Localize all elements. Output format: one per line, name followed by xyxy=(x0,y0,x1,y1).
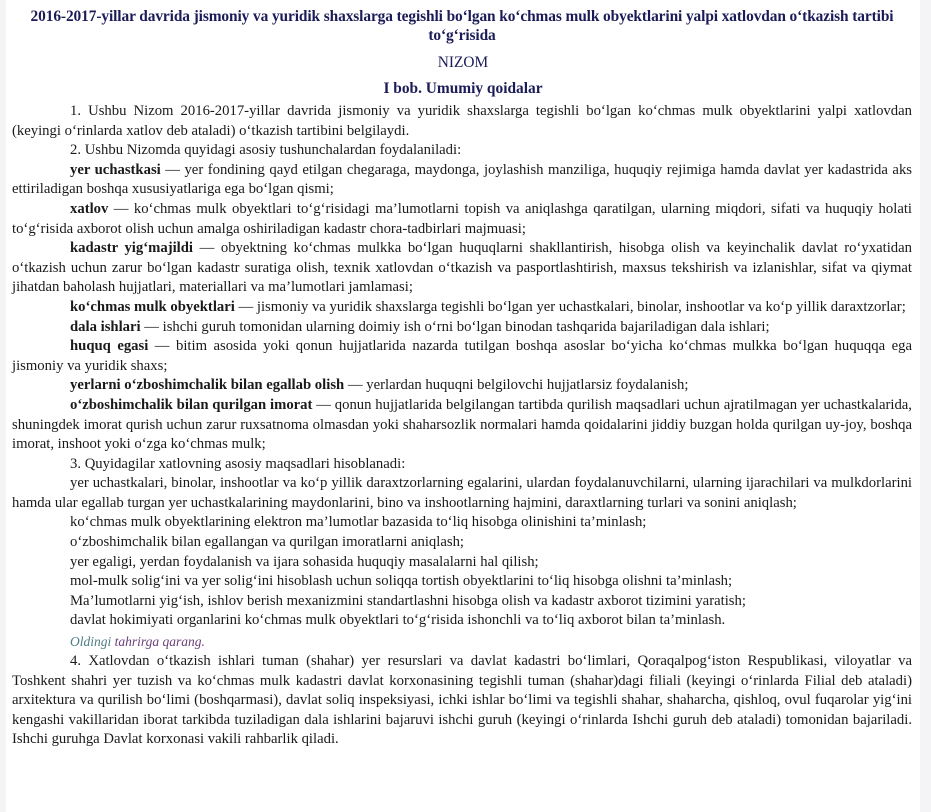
paragraph-4: 4. Xatlovdan o‘tkazish ishlari tuman (shahar) yer resurslari va davlat kadastri bo‘limlari, Qoraqalpog‘iston Respublikasi, viloyatlar va Toshkent shahri yer tuzish va ko‘chmas mulk kadastri davlat korxonasining tegishli tuman (shahar)dagi filiali (keyingi o‘rinlarda Filial deb ataladi) arxitektura va qurilish bo‘limi (boshqarmasi), davlat soliq inspeksiyasi, ichki ishlar bo‘limi va tegishli shahar, shaharcha, qishloq, ovul fuqarolar yig‘ini kengashi vakillaridan iborat tarkibda tuziladigan dala ishlarini bajaruvi ishchi guruh (keyingi o‘rinlarda Ishchi guruh deb ataladi) tomonidan bajariladi. Ishchi guruhga Davlat korxonasi vakili rahbarlik qiladi. xyxy=(12,653,912,748)
definition-item xyxy=(12,298,912,318)
definition-text: — ko‘chmas mulk obyektlari to‘g‘risidagi ma’lumotlarni topish va aniqlashga qaratilgan, ularning miqdori, sifati va huquqiy holati to‘g‘risida axborot olish uchun amalga oshiriladigan kadastr chora-tadbirlari majmuasi; xyxy=(12,200,912,237)
definition-term: dala ishlari xyxy=(70,318,141,335)
document-page xyxy=(6,0,920,812)
previous-edition-link[interactable] xyxy=(12,631,912,652)
goal-item: Ma’lumotlarni yig‘ish, ishlov berish mexanizmini standartlashni hisobga olish va kadastr axborot tizimini yaratish; xyxy=(70,592,746,609)
goal-item: o‘zboshimchalik bilan egallangan va qurilgan imoratlarni aniqlash; xyxy=(70,534,464,551)
definition-text: — obyektning ko‘chmas mulkka bo‘lgan huquqlarni shakllantirish, hisobga olish va keyinchalik davlat ro‘yxatidan o‘tkazish uchun zarur bo‘lgan kadastr suratiga olish, texnik xatlovdan o‘tkazish va pasportlashtirish, maxsus tekshirish va izlanishlar, sifat va qiymat jihatdan baholash hujjatlari, materiallari va ma’lumotlari jamlamasi; xyxy=(12,240,912,296)
definition-term: kadastr yig‘majildi xyxy=(70,240,194,257)
document-body xyxy=(12,102,912,750)
goal-item: mol-mulk solig‘ini va yer solig‘ini hisoblash uchun soliqqa tortish obyektlarini to‘liq hisobga olishni ta’minlash; xyxy=(70,573,733,590)
document-title: 2016-2017-yillar davrida jismoniy va yuridik shaxslarga tegishli bo‘lgan ko‘chmas mulk obyektlarini yalpi xatlovdan o‘tkazish tartibi to‘g‘risida xyxy=(30,8,894,44)
definition-item xyxy=(12,318,912,338)
definition-term: huquq egasi xyxy=(70,338,149,355)
goal-item: yer egaligi, yerdan foydalanish va ijara sohasida huquqiy masalalarni hal qilish; xyxy=(70,553,539,570)
previous-edition-link-part1[interactable]: Oldingi xyxy=(70,634,112,650)
definition-text: — ishchi guruh tomonidan ularning doimiy ish o‘rni bo‘lgan binodan tashqarida bajariladigan dala ishlari; xyxy=(140,318,770,335)
paragraph-3: 3. Quyidagilar xatlovning asosiy maqsadlari hisoblanadi: xyxy=(70,455,406,472)
definition-item xyxy=(12,161,912,200)
definition-text: — yer fondining qayd etilgan chegaraga, maydonga, joylashish manziliga, huquqiy rejimiga hamda davlat yer kadastrida aks ettiriladigan boshqa xususiyatlariga ega bo‘lgan qismi; xyxy=(12,161,913,198)
chapter-heading: I bob. Umumiy qoidalar xyxy=(383,80,543,97)
definition-text: — bitim asosida yoki qonun hujjatlarida nazarda tutilgan boshqa asoslar bo‘yicha ko‘chmas mulkka bo‘lgan huquqqa ega jismoniy va yuridik shaxs; xyxy=(12,338,912,374)
definition-text: — qonun hujjatlarida belgilangan tartibda qurilish maqsadlari uchun ajratilmagan yer uchastkalarida, shuningdek imorat qurish uchun zarur ruxsatnoma olmasdan yoki shaharsozlik normalari hamda qoidalarini jiddiy buzgan holda qurilgan uy-joy, boshqa imorat, inshoot yoki o‘zga ko‘chmas mulk; xyxy=(12,396,912,453)
paragraph-1: 1. Ushbu Nizom 2016-2017-yillar davrida jismoniy va yuridik shaxslarga tegishli bo‘lgan ko‘chmas mulk obyektlarini yalpi xatlovdan (keyingi o‘rinlarda xatlov deb ataladi) o‘tkazish tartibini belgilaydi. xyxy=(12,103,912,139)
goal-item: yer uchastkalari, binolar, inshootlar va ko‘p yillik daraxtzorlarning egalarini, ulardan foydalanuvchilarni, ularning ijarachilari va mulkdorlarini hamda ular egallab turgan yer uchastkalarining maydonlarini, bino va inshootlarning hajmini, daraxtlarning turlari va sonini aniqlash; xyxy=(12,475,912,511)
definition-term: yer uchastkasi xyxy=(70,161,161,178)
definition-term: o‘zboshimchalik bilan qurilgan imorat xyxy=(70,396,313,413)
document-type: NIZOM xyxy=(437,54,489,71)
definition-text: — yerlardan huquqni belgilovchi hujjatlarsiz foydalanish; xyxy=(344,377,689,394)
definition-text: — jismoniy va yuridik shaxslarga tegishli bo‘lgan yer uchastkalari, binolar, inshootlar va ko‘p yillik daraxtzorlar; xyxy=(234,298,906,315)
definition-term: yerlarni o‘zboshimchalik bilan egallab olish xyxy=(70,377,345,394)
definition-item xyxy=(12,239,912,298)
goal-item: davlat hokimiyati organlarini ko‘chmas mulk obyektlari to‘g‘risida ishonchli va to‘liq axborot bilan ta’minlash. xyxy=(70,612,726,629)
definition-item xyxy=(12,376,912,396)
definition-item xyxy=(12,396,912,455)
paragraph-2: 2. Ushbu Nizomda quyidagi asosiy tushunchalardan foydalaniladi: xyxy=(70,142,462,159)
previous-edition-link-part2[interactable]: tahrirga qarang. xyxy=(111,634,205,650)
definition-term: xatlov xyxy=(70,200,109,217)
definition-term: ko‘chmas mulk obyektlari xyxy=(70,298,235,315)
goal-item: ko‘chmas mulk obyektlarining elektron ma’lumotlar bazasida to‘liq hisobga olinishini ta’minlash; xyxy=(70,514,647,531)
definition-item xyxy=(12,200,912,239)
definition-item xyxy=(12,337,912,376)
